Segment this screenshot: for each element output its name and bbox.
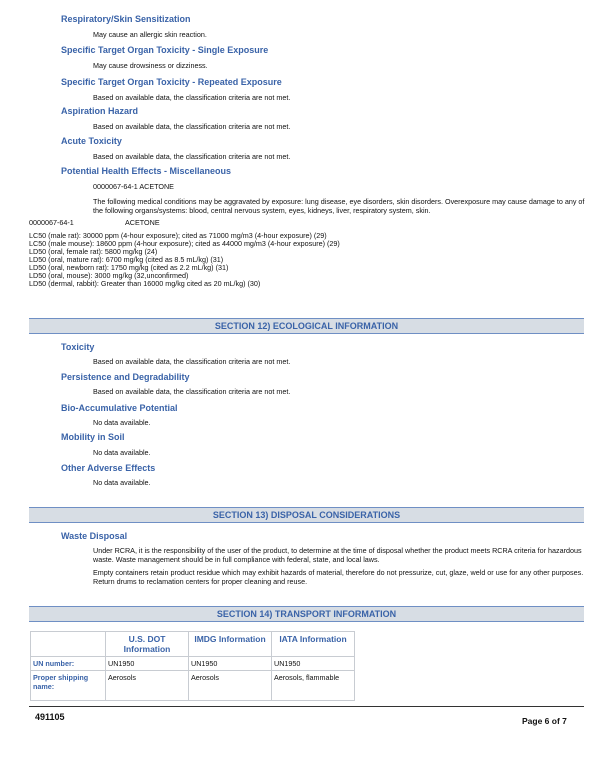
row-label: UN number: (31, 657, 106, 671)
tox-line-6: LD50 (oral, mouse): 3000 mg/kg (32,unconfirmed) (29, 271, 189, 280)
tox-chemical-name: ACETONE (125, 218, 160, 227)
subheading-acute-toxicity: Acute Toxicity (61, 136, 122, 146)
transport-corner-cell (31, 632, 106, 657)
section-12-header: SECTION 12) ECOLOGICAL INFORMATION (29, 318, 584, 334)
table-cell: Aerosols (189, 671, 272, 701)
footer-divider (29, 706, 584, 707)
table-cell: Aerosols (106, 671, 189, 701)
subheading-aspiration-hazard: Aspiration Hazard (61, 106, 139, 116)
bioaccumulative-text: No data available. (93, 418, 151, 427)
toxicity-text: Based on available data, the classification criteria are not met. (93, 357, 291, 366)
section-13-header: SECTION 13) DISPOSAL CONSIDERATIONS (29, 507, 584, 523)
persistence-text: Based on available data, the classification criteria are not met. (93, 387, 291, 396)
subheading-bioaccumulative: Bio-Accumulative Potential (61, 403, 178, 413)
section-14-header: SECTION 14) TRANSPORT INFORMATION (29, 606, 584, 622)
misc-cas-line: 0000067-64-1 ACETONE (93, 182, 174, 191)
stot-single-text: May cause drowsiness or dizziness. (93, 61, 208, 70)
tox-line-3: LD50 (oral, female rat): 5800 mg/kg (24) (29, 247, 158, 256)
acute-toxicity-text: Based on available data, the classification criteria are not met. (93, 152, 291, 161)
stot-repeated-text: Based on available data, the classification criteria are not met. (93, 93, 291, 102)
other-adverse-text: No data available. (93, 478, 151, 487)
tox-cas-number: 0000067-64-1 (29, 218, 74, 227)
waste-disposal-para-1: Under RCRA, it is the responsibility of the user of the product, to determine at the time of disposal whether the product meets RCRA criteria for hazardous waste. Waste management should be in full compliance with federal, state, and local laws. (93, 546, 582, 564)
subheading-waste-disposal: Waste Disposal (61, 531, 128, 541)
subheading-health-effects-misc: Potential Health Effects - Miscellaneous (61, 166, 232, 176)
table-cell: UN1950 (189, 657, 272, 671)
subheading-respiratory-sensitization: Respiratory/Skin Sensitization (61, 14, 191, 24)
transport-header-row (31, 632, 355, 657)
table-cell: UN1950 (272, 657, 355, 671)
tox-line-7: LD50 (dermal, rabbit): Greater than 16000 mg/kg cited as 20 mL/kg) (30) (29, 279, 261, 288)
subheading-stot-single: Specific Target Organ Toxicity - Single Exposure (61, 45, 269, 55)
table-row (31, 671, 355, 701)
waste-disposal-para-2: Empty containers retain product residue which may exhibit hazards of material, therefore do not pressurize, cut, glaze, weld or use for any other purposes. Return drums to reclamation centers for proper cleaning and reuse. (93, 568, 584, 586)
respiratory-sensitization-text: May cause an allergic skin reaction. (93, 30, 207, 39)
aspiration-hazard-text: Based on available data, the classification criteria are not met. (93, 122, 291, 131)
tox-line-2: LC50 (male mouse): 18600 ppm (4-hour exposure); cited as 44000 mg/m3 (4-hour exposure) (29) (29, 239, 340, 248)
tox-line-1: LC50 (male rat): 30000 ppm (4-hour exposure); cited as 71000 mg/m3 (4-hour exposure) (29) (29, 231, 327, 240)
tox-line-5: LD50 (oral, newborn rat): 1750 mg/kg (cited as 2.2 mL/kg) (31) (29, 263, 229, 272)
transport-col-header: IMDG Information (189, 632, 272, 657)
subheading-toxicity: Toxicity (61, 342, 95, 352)
subheading-persistence: Persistence and Degradability (61, 372, 190, 382)
transport-table (30, 631, 355, 701)
row-label: Proper shipping name: (31, 671, 106, 701)
table-row (31, 657, 355, 671)
mobility-soil-text: No data available. (93, 448, 151, 457)
table-cell: UN1950 (106, 657, 189, 671)
subheading-mobility-soil: Mobility in Soil (61, 432, 125, 442)
footer-doc-id: 491105 (35, 712, 65, 722)
transport-col-header: IATA Information (272, 632, 355, 657)
footer-page-number: Page 6 of 7 (522, 716, 567, 726)
misc-effects-text: The following medical conditions may be aggravated by exposure: lung disease, eye disorders, skin disorders. Overexposure may cause damage to any of the following organs/systems: blood, central nervous system, eyes, kidneys, liver, respiratory system, skin. (93, 197, 585, 215)
transport-col-header: U.S. DOT Information (106, 632, 189, 657)
tox-line-4: LD50 (oral, mature rat): 6700 mg/kg (cited as 8.5 mL/kg) (31) (29, 255, 224, 264)
subheading-stot-repeated: Specific Target Organ Toxicity - Repeated Exposure (61, 77, 282, 87)
table-cell: Aerosols, flammable (272, 671, 355, 701)
subheading-other-adverse: Other Adverse Effects (61, 463, 156, 473)
